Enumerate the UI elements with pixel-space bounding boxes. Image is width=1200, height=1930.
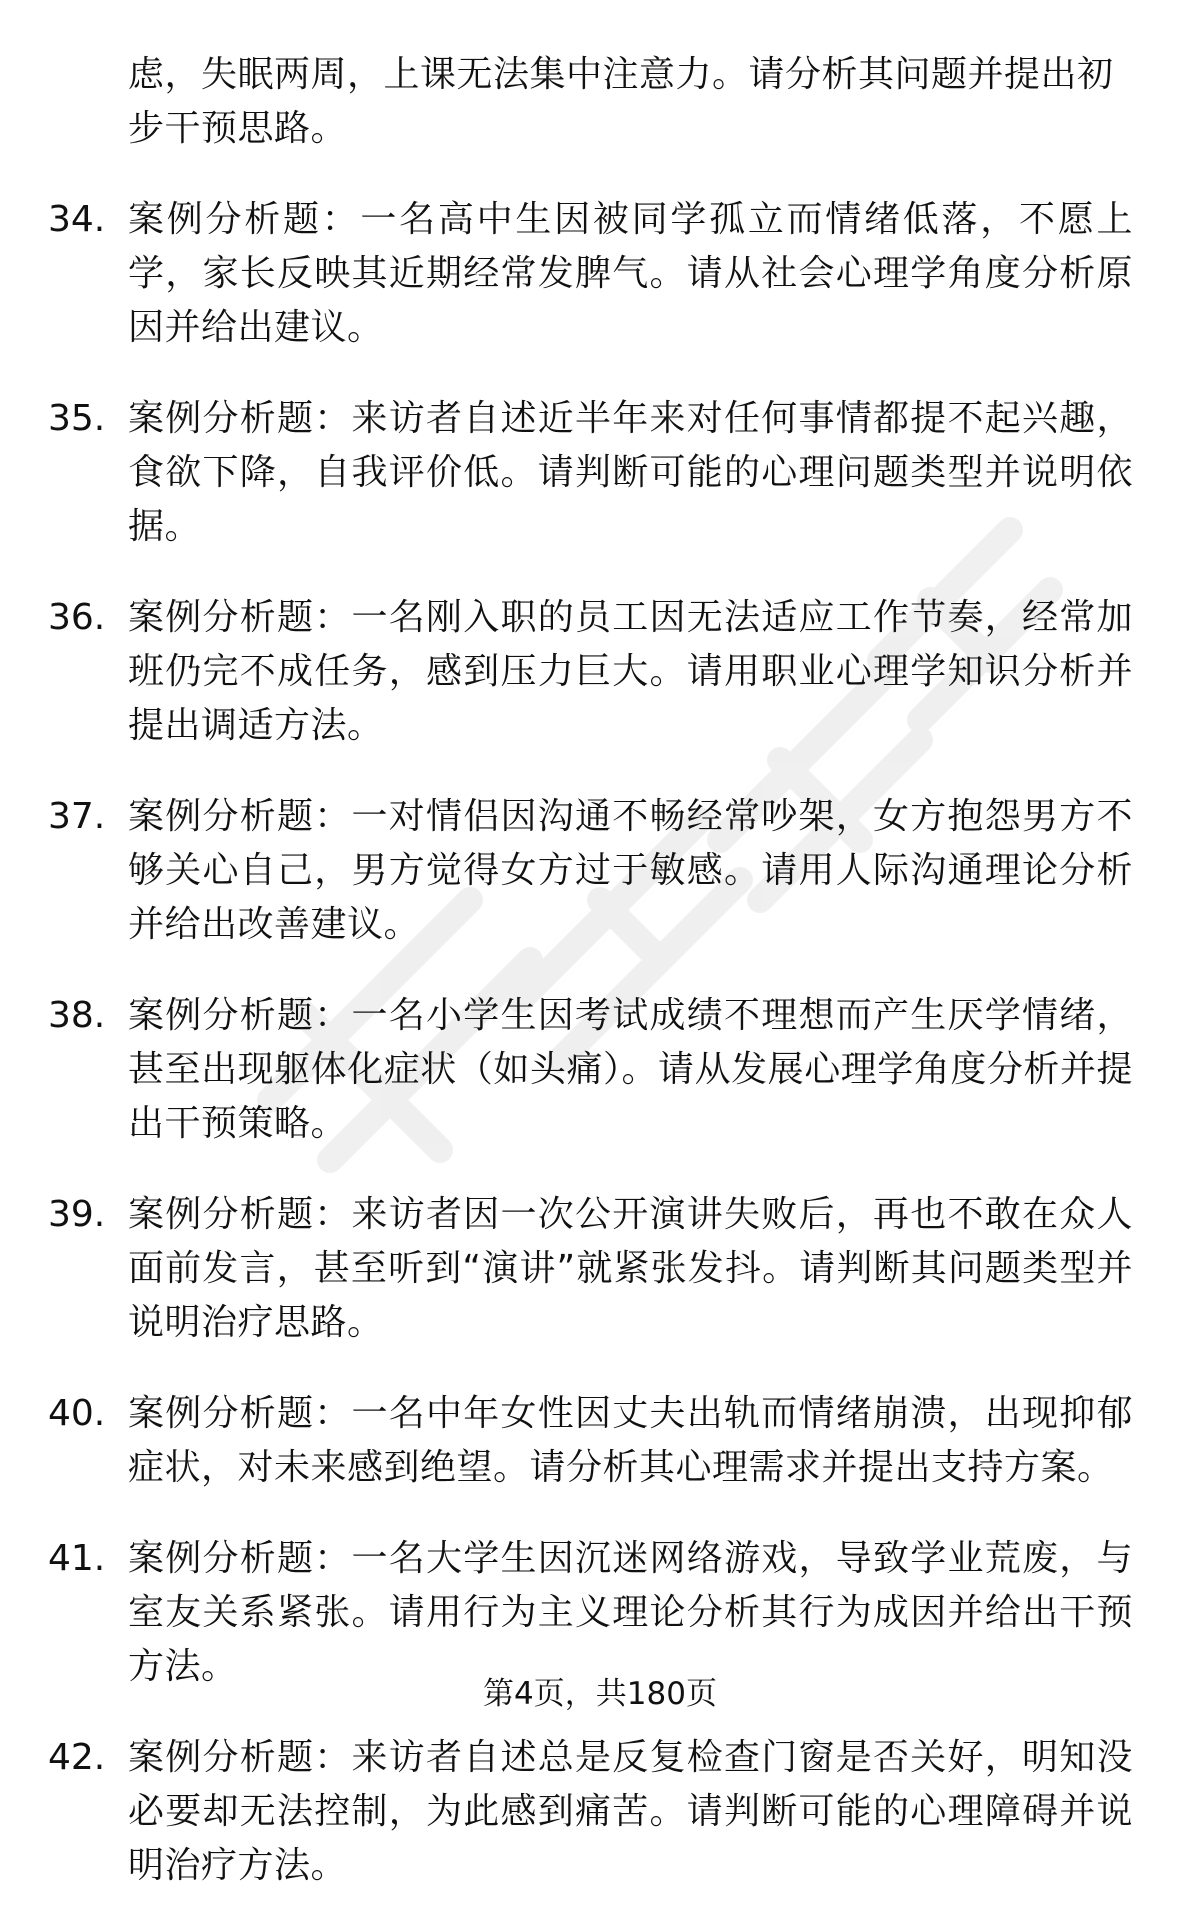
continuation-text: 虑，失眠两周，上课无法集中注意力。请分析其问题并提出初步干预思路。 bbox=[128, 54, 1114, 149]
question-item bbox=[0, 591, 1200, 753]
question-number: 36. bbox=[48, 597, 106, 638]
question-number: 37. bbox=[48, 796, 106, 837]
question-item bbox=[0, 392, 1200, 554]
question-text: 案例分析题：来访者因一次公开演讲失败后，再也不敢在众人面前发言，甚至听到“演讲”就紧张发抖。请判断其问题类型并说明治疗思路。 bbox=[128, 1194, 1133, 1343]
question-number: 38. bbox=[48, 995, 106, 1036]
question-item bbox=[0, 193, 1200, 355]
question-text: 案例分析题：一对情侣因沟通不畅经常吵架，女方抱怨男方不够关心自己，男方觉得女方过于敏感。请用人际沟通理论分析并给出改善建议。 bbox=[128, 796, 1133, 945]
question-number: 39. bbox=[48, 1194, 106, 1235]
question-number: 42. bbox=[48, 1737, 106, 1778]
question-item bbox=[0, 1532, 1200, 1694]
question-text: 案例分析题：来访者自述总是反复检查门窗是否关好，明知没必要却无法控制，为此感到痛苦。请判断可能的心理障碍并说明治疗方法。 bbox=[128, 1737, 1133, 1886]
question-text: 案例分析题：一名大学生因沉迷网络游戏，导致学业荒废，与室友关系紧张。请用行为主义理论分析其行为成因并给出干预方法。 bbox=[128, 1538, 1133, 1687]
question-text: 案例分析题：一名中年女性因丈夫出轨而情绪崩溃，出现抑郁症状，对未来感到绝望。请分析其心理需求并提出支持方案。 bbox=[128, 1393, 1133, 1488]
question-text: 案例分析题：一名高中生因被同学孤立而情绪低落，不愿上学，家长反映其近期经常发脾气。请从社会心理学角度分析原因并给出建议。 bbox=[128, 199, 1133, 348]
question-number: 35. bbox=[48, 398, 106, 439]
question-item bbox=[0, 1731, 1200, 1893]
question-text: 案例分析题：来访者自述近半年来对任何事情都提不起兴趣，食欲下降，自我评价低。请判断可能的心理问题类型并说明依据。 bbox=[128, 398, 1133, 547]
question-text: 案例分析题：一名刚入职的员工因无法适应工作节奏，经常加班仍完不成任务，感到压力巨大。请用职业心理学知识分析并提出调适方法。 bbox=[128, 597, 1133, 746]
question-list bbox=[0, 48, 1200, 1930]
question-number: 40. bbox=[48, 1393, 106, 1434]
question-item bbox=[0, 1387, 1200, 1495]
question-item bbox=[0, 989, 1200, 1151]
question-number: 41. bbox=[48, 1538, 106, 1579]
question-number: 34. bbox=[48, 199, 106, 240]
page-footer: 第4页，共180页 bbox=[483, 1676, 717, 1712]
question-item bbox=[0, 790, 1200, 952]
question-text: 案例分析题：一名小学生因考试成绩不理想而产生厌学情绪，甚至出现躯体化症状（如头痛）。请从发展心理学角度分析并提出干预策略。 bbox=[128, 995, 1133, 1144]
question-item bbox=[0, 1188, 1200, 1350]
